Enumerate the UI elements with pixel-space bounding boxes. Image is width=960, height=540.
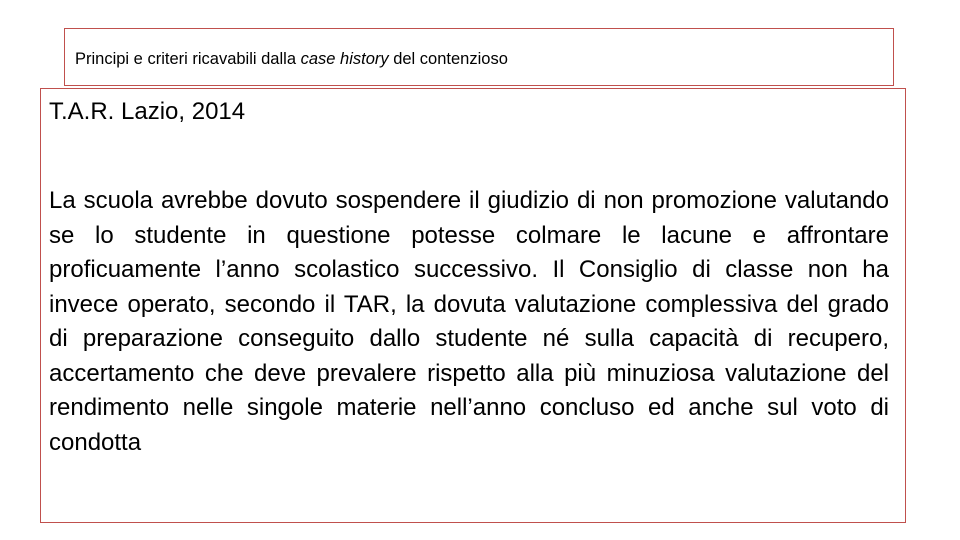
case-subtitle: T.A.R. Lazio, 2014 <box>49 98 246 125</box>
title-part-2: del contenzioso <box>388 50 508 68</box>
slide-title <box>75 49 508 69</box>
title-part-1: Principi e criteri ricavabili dalla <box>75 50 301 68</box>
content-box <box>40 88 906 523</box>
case-paragraph: La scuola avrebbe dovuto sospendere il giudizio di non promozione valutando se lo studente in questione potesse colmare le lacune e affrontare proficuamente l’anno scolastico successivo. Il Consiglio di classe non ha invece operato, secondo il TAR, la dovuta valutazione complessiva del grado di preparazione conseguito dallo studente né sulla capacità di recupero, accertamento che deve prevalere rispetto alla più minuziosa valutazione del rendimento nelle singole materie nell’anno concluso ed anche sul voto di condotta <box>49 187 889 456</box>
title-italic: case history <box>300 50 389 68</box>
title-box <box>64 28 894 86</box>
